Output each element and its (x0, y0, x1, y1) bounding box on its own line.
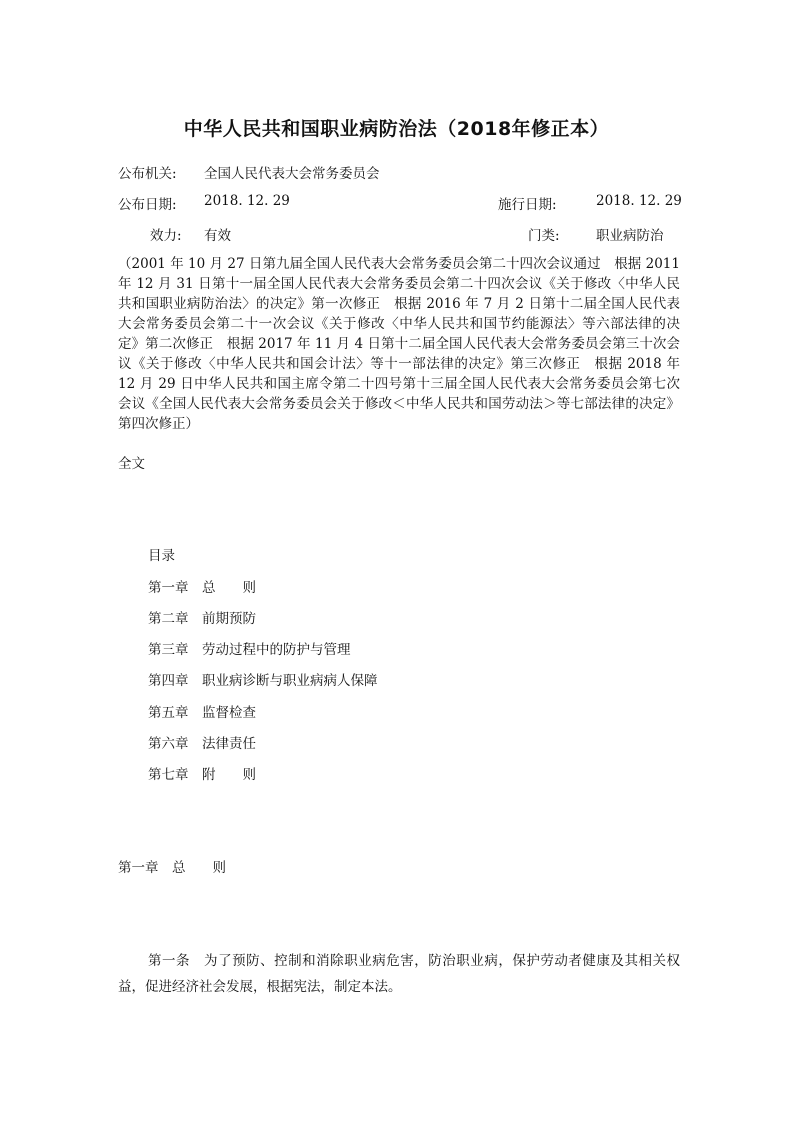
publish-date-label: 公布日期: (118, 197, 177, 213)
fulltext-label: 全文 (118, 456, 145, 472)
issuer-label: 公布机关: (118, 166, 177, 182)
toc-item-chapter-6: 第六章 法律责任 (148, 736, 256, 752)
article-1-line: 益，促进经济社会发展，根据宪法，制定本法。 (118, 979, 402, 995)
category-label: 门类: (528, 228, 560, 244)
history-line: 大会常务委员会第二十一次会议《关于修改〈中华人民共和国节约能源法〉等六部法律的决 (118, 316, 680, 332)
history-line: 年 12 月 31 日第十一届全国人民代表大会常务委员会第二十四次会议《关于修改〈中华人民 (118, 276, 680, 292)
history-line: 共和国职业病防治法〉的决定》第一次修正 根据 2016 年 7 月 2 日第十二届全国人民代表 (118, 296, 680, 312)
history-line: 第四次修正） (118, 416, 199, 432)
toc-item-chapter-4: 第四章 职业病诊断与职业病病人保障 (148, 673, 378, 689)
history-line: 12 月 29 日中华人民共和国主席令第二十四号第十三届全国人民代表大会常务委员会第七次 (118, 376, 680, 392)
chapter-1-heading: 第一章 总 则 (118, 860, 226, 876)
toc-item-chapter-5: 第五章 监督检查 (148, 705, 256, 721)
document-title: 中华人民共和国职业病防治法（2018年修正本） (183, 118, 610, 140)
toc-item-chapter-2: 第二章 前期预防 (148, 611, 256, 627)
effective-date-value: 2018. 12. 29 (596, 193, 682, 209)
toc-item-chapter-1: 第一章 总 则 (148, 580, 256, 596)
article-1-line: 第一条 为了预防、控制和消除职业病危害，防治职业病，保护劳动者健康及其相关权 (148, 953, 680, 969)
amendment-history (118, 254, 680, 434)
publish-date-value: 2018. 12. 29 (204, 193, 290, 209)
category-value: 职业病防治 (596, 228, 664, 244)
validity-label: 效力: (150, 228, 182, 244)
toc-item-chapter-3: 第三章 劳动过程中的防护与管理 (148, 642, 351, 658)
history-line: 会议《全国人民代表大会常务委员会关于修改＜中华人民共和国劳动法＞等七部法律的决定》 (118, 396, 680, 412)
validity-value: 有效 (204, 228, 231, 244)
effective-date-label: 施行日期: (498, 197, 557, 213)
history-line: （2001 年 10 月 27 日第九届全国人民代表大会常务委员会第二十四次会议通过 根据 2011 (118, 256, 680, 272)
toc-item-chapter-7: 第七章 附 则 (148, 767, 256, 783)
history-line: 议《关于修改〈中华人民共和国会计法〉等十一部法律的决定》第三次修正 根据 2018 年 (118, 356, 680, 372)
history-line: 定》第二次修正 根据 2017 年 11 月 4 日第十二届全国人民代表大会常务委员会第三十次会 (118, 336, 680, 352)
toc-heading: 目录 (148, 548, 175, 564)
article-1 (118, 948, 680, 1000)
issuer-value: 全国人民代表大会常务委员会 (204, 166, 380, 182)
